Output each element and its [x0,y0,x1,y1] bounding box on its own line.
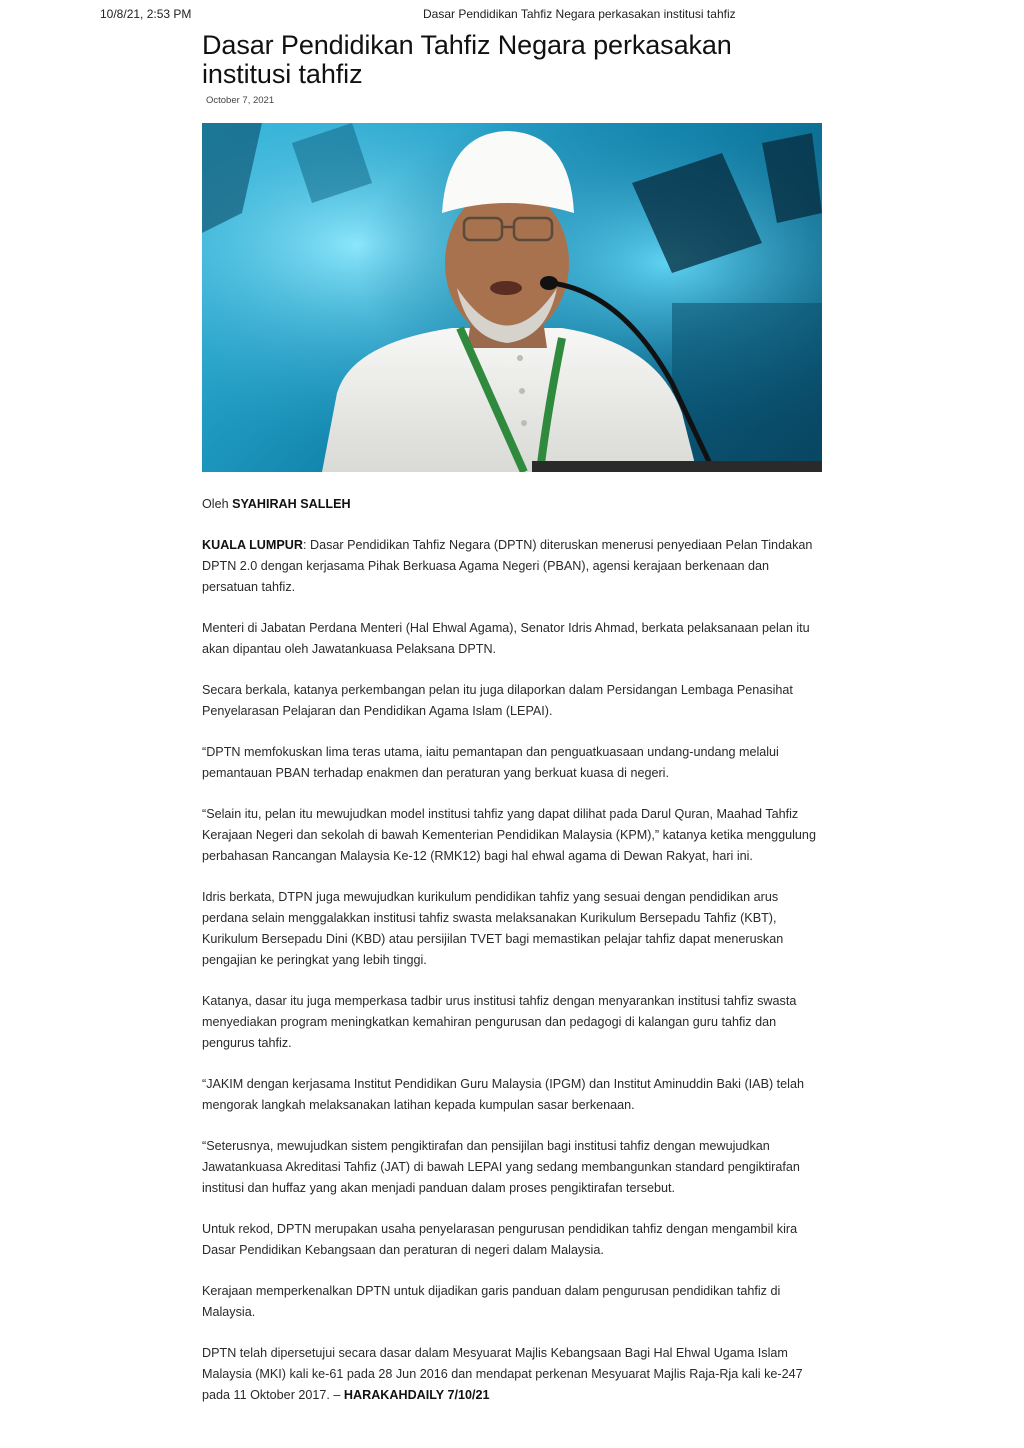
paragraph: Untuk rekod, DPTN merupakan usaha penyelarasan pengurusan pendidikan tahfiz dengan mengambil kira Dasar Pendidikan Kebangsaan dan peraturan di negeri dalam Malaysia. [202,1222,798,1257]
byline-prefix: Oleh [202,497,233,511]
paragraph: DPTN telah dipersetujui secara dasar dalam Mesyuarat Majlis Kebangsaan Bagi Hal Ehwal Ugama Islam Malaysia (MKI) kali ke-61 pada 28 Jun 2016 dan mendapat perkenan Mesyuarat Majlis Raja-Rja kali ke-247 pada 11 Oktober 2017. – HARAKAHDAILY 7/10/21 [202,1346,803,1402]
print-timestamp: 10/8/21, 2:53 PM [100,7,192,21]
print-header [0,7,1024,23]
paragraph: Menteri di Jabatan Perdana Menteri (Hal Ehwal Agama), Senator Idris Ahmad, berkata pelaksanaan pelan itu akan dipantau oleh Jawatankuasa Pelaksana DPTN. [202,621,810,656]
article-date: October 7, 2021 [206,95,275,106]
paragraph: Idris berkata, DTPN juga mewujudkan kurikulum pendidikan tahfiz yang sesuai dengan pendidikan arus perdana selain menggalakkan institusi tahfiz swasta melaksanakan Kurikulum Bersepadu Tahfiz (KBT), Kurikulum Bersepadu Dini (KBD) atau persijilan TVET bagi memastikan pelajar tahfiz dapat meneruskan pengajian ke peringkat yang lebih tinggi. [202,890,784,967]
byline-author: SYAHIRAH SALLEH [232,497,351,511]
paragraph: Kerajaan memperkenalkan DPTN untuk dijadikan garis panduan dalam pengurusan pendidikan tahfiz di Malaysia. [202,1284,781,1319]
paragraph: Secara berkala, katanya perkembangan pelan itu juga dilaporkan dalam Persidangan Lembaga Penasihat Penyelarasan Pelajaran dan Pendidikan Agama Islam (LEPAI). [202,683,793,718]
hero-image [202,123,822,472]
speaker-photo-illustration [202,123,822,472]
paragraph: “Seterusnya, mewujudkan sistem pengiktirafan dan pensijilan bagi institusi tahfiz dengan mewujudkan Jawatankuasa Akreditasi Tahfiz (JAT) di bawah LEPAI yang sedang membangunkan standard pengiktirafan institusi dan huffaz yang akan menjadi panduan dalam proses pengiktirafan tersebut. [202,1139,800,1195]
paragraph: KUALA LUMPUR: Dasar Pendidikan Tahfiz Negara (DPTN) diteruskan menerusi penyediaan Pelan Tindakan DPTN 2.0 dengan kerjasama Pihak Berkuasa Agama Negeri (PBAN), agensi kerajaan berkenaan dan persatuan tahfiz. [202,538,813,594]
paragraph: Katanya, dasar itu juga memperkasa tadbir urus institusi tahfiz dengan menyarankan institusi tahfiz swasta menyediakan program meningkatkan kemahiran pengurusan dan pedagogi di kalangan guru tahfiz dan pengurus tahfiz. [202,994,797,1050]
source-credit: HARAKAHDAILY 7/10/21 [343,1388,490,1402]
paragraph: “DPTN memfokuskan lima teras utama, iaitu pemantapan dan penguatkuasaan undang-undang melalui pemantauan PBAN terhadap enakmen dan peraturan yang berkuat kuasa di negeri. [202,745,779,780]
paragraph: “Selain itu, pelan itu mewujudkan model institusi tahfiz yang dapat dilihat pada Darul Quran, Maahad Tahfiz Kerajaan Negeri dan sekolah di bawah Kementerian Pendidikan Malaysia (KPM),” katanya ketika menggulung perbahasan Rancangan Malaysia Ke-12 (RMK12) bagi hal ehwal agama di Dewan Rakyat, hari ini. [202,807,816,863]
dateline: KUALA LUMPUR [202,538,303,552]
paragraph: “JAKIM dengan kerjasama Institut Pendidikan Guru Malaysia (IPGM) dan Institut Aminuddin Baki (IAB) telah mengorak langkah melaksanakan latihan kepada kumpulan sasar berkenaan. [202,1077,804,1112]
byline [202,494,824,515]
article [202,31,824,1426]
print-page-title: Dasar Pendidikan Tahfiz Negara perkasakan institusi tahfiz [423,7,736,21]
article-body [202,494,824,1406]
article-title: Dasar Pendidikan Tahfiz Negara perkasakan institusi tahfiz [202,30,732,89]
